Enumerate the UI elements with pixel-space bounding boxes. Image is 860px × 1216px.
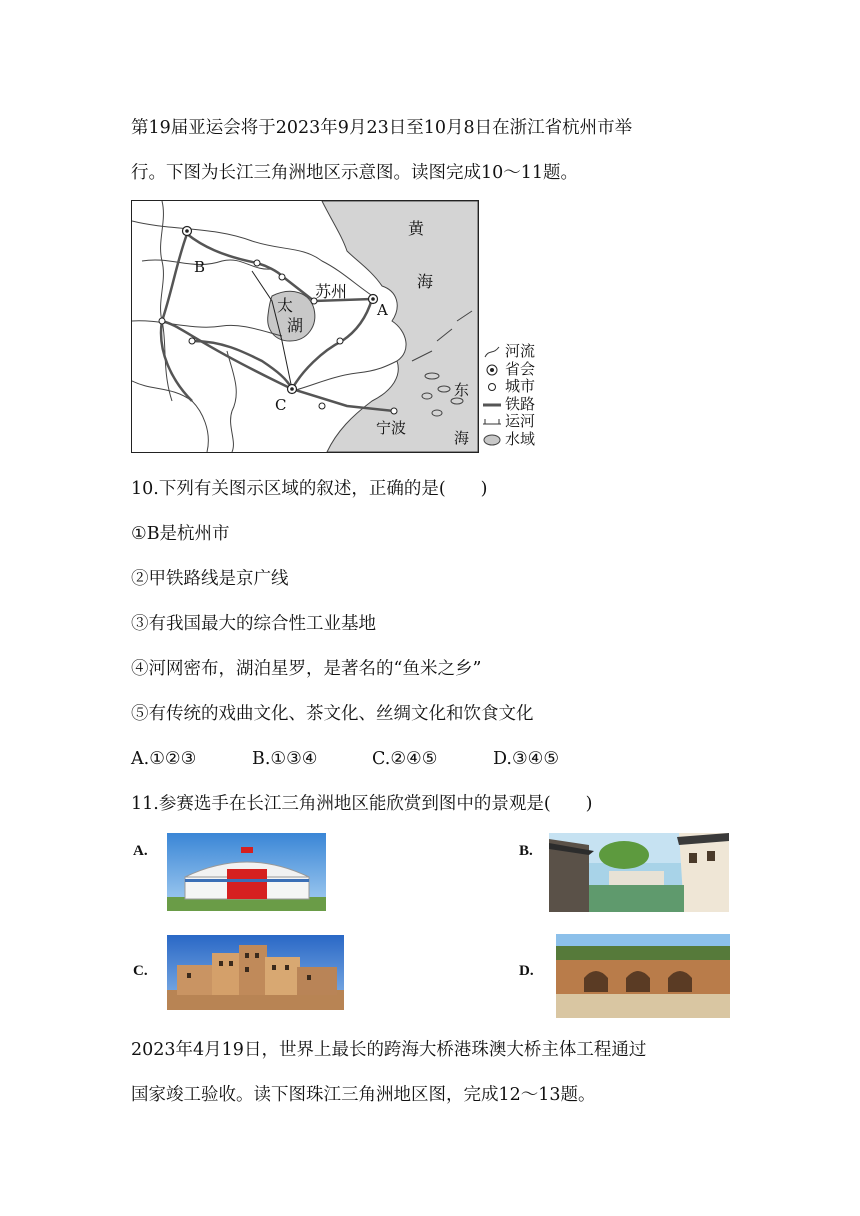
q10-choice-a[interactable]: A.①②③ [131, 749, 197, 769]
water-town-photo[interactable] [549, 833, 729, 912]
earthen-buildings-photo[interactable] [167, 935, 344, 1010]
q11-option-d-label[interactable]: D. [519, 963, 534, 979]
capital-icon [483, 363, 501, 377]
q10-item-4: ④河网密布，湖泊星罗，是著名的“鱼米之乡” [131, 659, 482, 679]
q10-item-2: ②甲铁路线是京广线 [131, 569, 289, 589]
outro-line-2: 国家竣工验收。读下图珠江三角洲地区图，完成12～13题。 [131, 1085, 596, 1105]
legend-river: 河流 [483, 343, 563, 361]
water-icon [483, 433, 501, 447]
intro-line-2: 行。下图为长江三角洲地区示意图。读图完成10～11题。 [131, 163, 579, 183]
q10-choice-d[interactable]: D.③④⑤ [493, 749, 560, 769]
label-ningbo: 宁波 [376, 419, 407, 437]
yurt-image [167, 833, 326, 911]
q10-item-5: ⑤有传统的戏曲文化、茶文化、丝绸文化和饮食文化 [131, 704, 534, 724]
river-icon [483, 345, 501, 359]
q10-choice-b[interactable]: B.①③④ [252, 749, 318, 769]
label-hai-1: 海 [417, 272, 434, 291]
q10-stem: 10.下列有关图示区域的叙述，正确的是( ) [131, 479, 488, 499]
label-huang: 黄 [408, 219, 425, 238]
label-dong: 东 [454, 381, 470, 399]
cave-dwellings-image [556, 934, 730, 1018]
label-b: B [194, 258, 206, 276]
intro-line-1: 第19届亚运会将于2023年9月23日至10月8日在浙江省杭州市举 [131, 118, 633, 138]
map-drawing [132, 201, 478, 452]
railway-icon [483, 398, 501, 412]
earthen-buildings-image [167, 935, 344, 1010]
q11-stem: 11.参赛选手在长江三角洲地区能欣赏到图中的景观是( ) [131, 794, 593, 814]
legend-water: 水域 [483, 431, 563, 449]
q10-item-1: ①B是杭州市 [131, 524, 230, 544]
canal-icon [483, 415, 501, 429]
label-c: C [275, 396, 287, 414]
city-icon [483, 380, 501, 394]
map-legend [483, 343, 563, 448]
label-suzhou: 苏州 [315, 282, 348, 301]
q10-choice-c[interactable]: C.②④⑤ [372, 749, 438, 769]
legend-city: 城市 [483, 378, 563, 396]
water-town-image [549, 833, 729, 912]
q11-option-b-label[interactable]: B. [519, 843, 533, 859]
cave-dwellings-photo[interactable] [556, 934, 730, 1018]
q11-option-a-label[interactable]: A. [133, 843, 148, 859]
legend-railway: 铁路 [483, 396, 563, 414]
q10-item-3: ③有我国最大的综合性工业基地 [131, 614, 376, 634]
yangtze-delta-map [131, 200, 479, 453]
yurt-photo[interactable] [167, 833, 326, 911]
label-a: A [377, 301, 388, 319]
legend-capital: 省会 [483, 361, 563, 379]
label-hu: 湖 [287, 316, 304, 335]
label-hai-2: 海 [454, 429, 470, 447]
legend-canal: 运河 [483, 413, 563, 431]
label-tai: 太 [277, 296, 294, 315]
outro-line-1: 2023年4月19日，世界上最长的跨海大桥港珠澳大桥主体工程通过 [131, 1040, 647, 1060]
q11-option-c-label[interactable]: C. [133, 963, 148, 979]
